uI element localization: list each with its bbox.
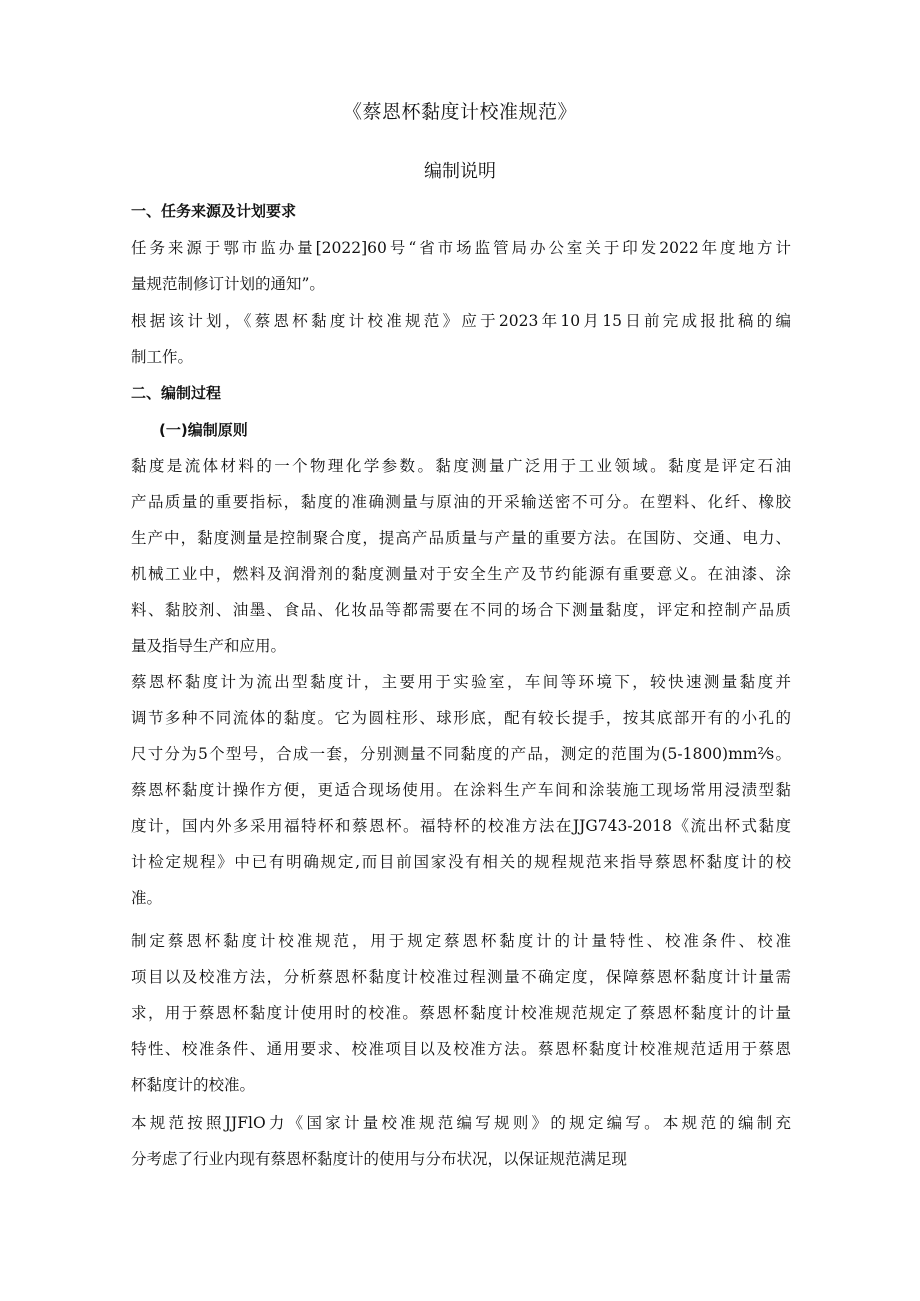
- document-subtitle: 编制说明: [424, 161, 496, 182]
- paragraph-line: 特性、校准条件、通用要求、校准项目以及校准方法。蔡恩杯黏度计校准规范适用于蔡恩: [131, 1040, 791, 1058]
- section-heading-task-source: 一、任务来源及计划要求: [131, 202, 297, 220]
- paragraph-line: 机械工业中，燃料及润滑剂的黏度测量对于安全生产及节约能源有重要意义。在油漆、涂: [131, 565, 791, 583]
- paragraph-viscosity-intro: [131, 448, 791, 664]
- paragraph-line: 生产中，黏度测量是控制聚合度，提高产品质量与产量的重要方法。在国防、交通、电力、: [131, 529, 791, 547]
- paragraph-task-source: [131, 230, 791, 302]
- paragraph-specification-purpose: [131, 923, 791, 1103]
- paragraph-line: 项目以及校准方法，分析蔡恩杯黏度计校准过程测量不确定度，保障蔡恩杯黏度计计量需: [131, 968, 791, 986]
- paragraph-line: 制定蔡恩杯黏度计校准规范，用于规定蔡恩杯黏度计的计量特性、校准条件、校准: [131, 932, 791, 950]
- paragraph-line: 准。: [131, 889, 163, 907]
- paragraph-line: 料、黏胶剂、油墨、食品、化妆品等都需要在不同的场合下测量黏度，评定和控制产品质: [131, 601, 791, 619]
- paragraph-line: 调节多种不同流体的黏度。它为圆柱形、球形底，配有较长提手，按其底部开有的小孔的: [131, 709, 791, 727]
- paragraph-line: 计检定规程》中已有明确规定,而目前国家没有相关的规程规范来指导蔡恩杯黏度计的校: [131, 853, 791, 871]
- document-title: 《蔡恩杯黏度计校准规范》: [342, 101, 577, 123]
- paragraph-line: 产品质量的重要指标，黏度的准确测量与原油的开采输送密不可分。在塑料、化纤、橡胶: [131, 493, 791, 511]
- paragraph-line: 度计，国内外多采用福特杯和蔡恩杯。福特杯的校准方法在JJG743-2018《流出杯式黏度: [131, 817, 791, 835]
- section-heading-process: 二、编制过程: [131, 384, 222, 402]
- paragraph-line: 本规范按照JJFlO力《国家计量校准规范编写规则》的规定编写。本规范的编制充: [131, 1114, 791, 1132]
- paragraph-line: 蔡恩杯黏度计为流出型黏度计，主要用于实验室，车间等环境下，较快速测量黏度并: [131, 673, 791, 691]
- paragraph-drafting-rules: [131, 1105, 791, 1177]
- paragraph-line: 尺寸分为5个型号，合成一套，分别测量不同黏度的产品，测定的范围为(5-1800)mm²⁄s。: [131, 745, 791, 763]
- paragraph-line: 分考虑了行业内现有蔡恩杯黏度计的使用与分布状况，以保证规范满足现: [131, 1150, 628, 1168]
- paragraph-line: 蔡恩杯黏度计操作方便，更适合现场使用。在涂料生产车间和涂装施工现场常用浸渍型黏: [131, 781, 791, 799]
- paragraph-line: 任务来源于鄂市监办量[2022]60号“省市场监管局办公室关于印发2022年度地方计: [131, 239, 791, 257]
- paragraph-line: 量规范制修订计划的通知”。: [131, 275, 325, 293]
- paragraph-line: 杯黏度计的校准。: [131, 1076, 256, 1094]
- paragraph-line: 黏度是流体材料的一个物理化学参数。黏度测量广泛用于工业领域。黏度是评定石油: [131, 457, 791, 475]
- paragraph-line: 根据该计划，《蔡恩杯黏度计校准规范》应于2023年10月15日前完成报批稿的编: [131, 312, 791, 330]
- paragraph-line: 制工作。: [131, 348, 194, 366]
- paragraph-zahn-cup: [131, 664, 791, 916]
- paragraph-line: 量及指导生产和应用。: [131, 637, 287, 655]
- paragraph-line: 求，用于蔡恩杯黏度计使用时的校准。蔡恩杯黏度计校准规范规定了蔡恩杯黏度计的计量: [131, 1004, 791, 1022]
- subsection-heading-principles: (一)编制原则: [159, 421, 248, 439]
- paragraph-plan: [131, 303, 791, 375]
